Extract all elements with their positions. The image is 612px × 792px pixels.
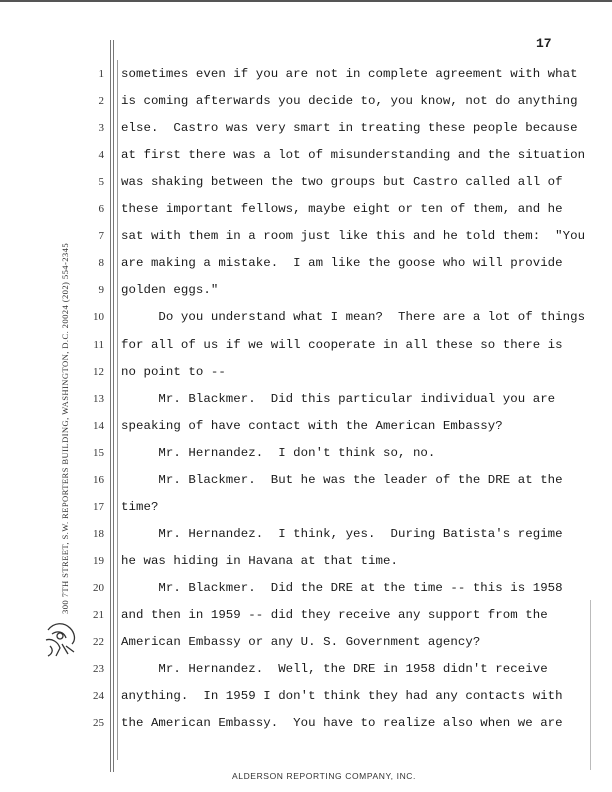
line-number: 22 [93,636,104,649]
transcript-line: American Embassy or any U. S. Government agency? [121,635,481,650]
transcript-line: Mr. Hernandez. Well, the DRE in 1958 didn't receive [121,662,548,677]
line-number: 24 [93,690,104,703]
line-number: 23 [93,663,104,676]
transcript-line: are making a mistake. I am like the goose who will provide [121,256,563,271]
transcript-line: else. Castro was very smart in treating these people because [121,121,578,136]
transcript-line: was shaking between the two groups but Castro called all of [121,175,563,190]
transcript-line: the American Embassy. You have to realize also when we are [121,716,563,731]
line-number: 20 [93,581,104,594]
transcript-line: time? [121,499,159,514]
transcript-line: Mr. Hernandez. I don't think so, no. [121,445,436,460]
line-number: 16 [93,473,104,486]
line-number: 13 [93,392,104,405]
transcript-line: and then in 1959 -- did they receive any support from the [121,608,548,622]
reporter-address-sidebar: 300 7TH STREET, S.W. REPORTERS BUILDING, WASHINGTON, D.C. 20024 (202) 554-2345 [60,242,70,614]
page-number: 17 [536,36,552,51]
transcript-line: sometimes even if you are not in complete agreement with what [121,67,578,81]
line-number: 2 [98,95,104,108]
line-number: 18 [93,527,104,540]
transcript-line: golden eggs." [121,283,219,298]
line-number: 11 [93,338,104,351]
footer-company: ALDERSON REPORTING COMPANY, INC. [231,771,417,781]
line-number: 1 [98,68,104,80]
line-number: 14 [93,419,104,432]
line-number: 25 [93,717,104,730]
transcript-line: Mr. Blackmer. Did this particular individual you are [121,391,556,406]
transcript-line: these important fellows, maybe eight or ten of them, and he [121,202,563,217]
right-edge-mark [590,600,591,770]
margin-rule [113,40,114,772]
line-number: 3 [98,122,104,135]
line-number: 9 [98,284,104,297]
line-number: 6 [98,203,104,216]
transcript-line: speaking of have contact with the American Embassy? [121,418,503,433]
transcript-line: he was hiding in Havana at that time. [121,553,398,568]
line-number: 17 [93,500,104,513]
transcript-line: Mr. Blackmer. Did the DRE at the time -- this is 1958 [121,580,563,595]
transcript-line: anything. In 1959 I don't think they had any contacts with [121,689,563,704]
line-number: 10 [93,311,104,324]
line-number: 5 [98,176,104,189]
transcript-line: no point to -- [121,364,226,379]
line-number: 19 [93,554,104,567]
transcript-line: is coming afterwards you decide to, you know, not do anything [121,94,578,109]
line-number: 21 [93,609,104,621]
margin-rule [117,60,118,760]
transcript-line: Mr. Blackmer. But he was the leader of the DRE at the [121,472,563,487]
transcript-line: Do you understand what I mean? There are a lot of things [121,310,586,325]
transcript-line: at first there was a lot of misunderstanding and the situation [121,148,586,163]
line-number: 8 [98,257,104,270]
line-number: 4 [98,149,104,162]
line-number: 12 [93,365,104,378]
top-border [0,0,612,2]
line-number: 15 [93,446,104,459]
margin-rule [110,40,111,772]
transcript-line: Mr. Hernandez. I think, yes. During Batista's regime [121,526,563,541]
transcript-line: sat with them in a room just like this and he told them: "You [121,229,586,244]
transcript-line: for all of us if we will cooperate in all these so there is [121,337,563,352]
line-number: 7 [98,230,104,243]
